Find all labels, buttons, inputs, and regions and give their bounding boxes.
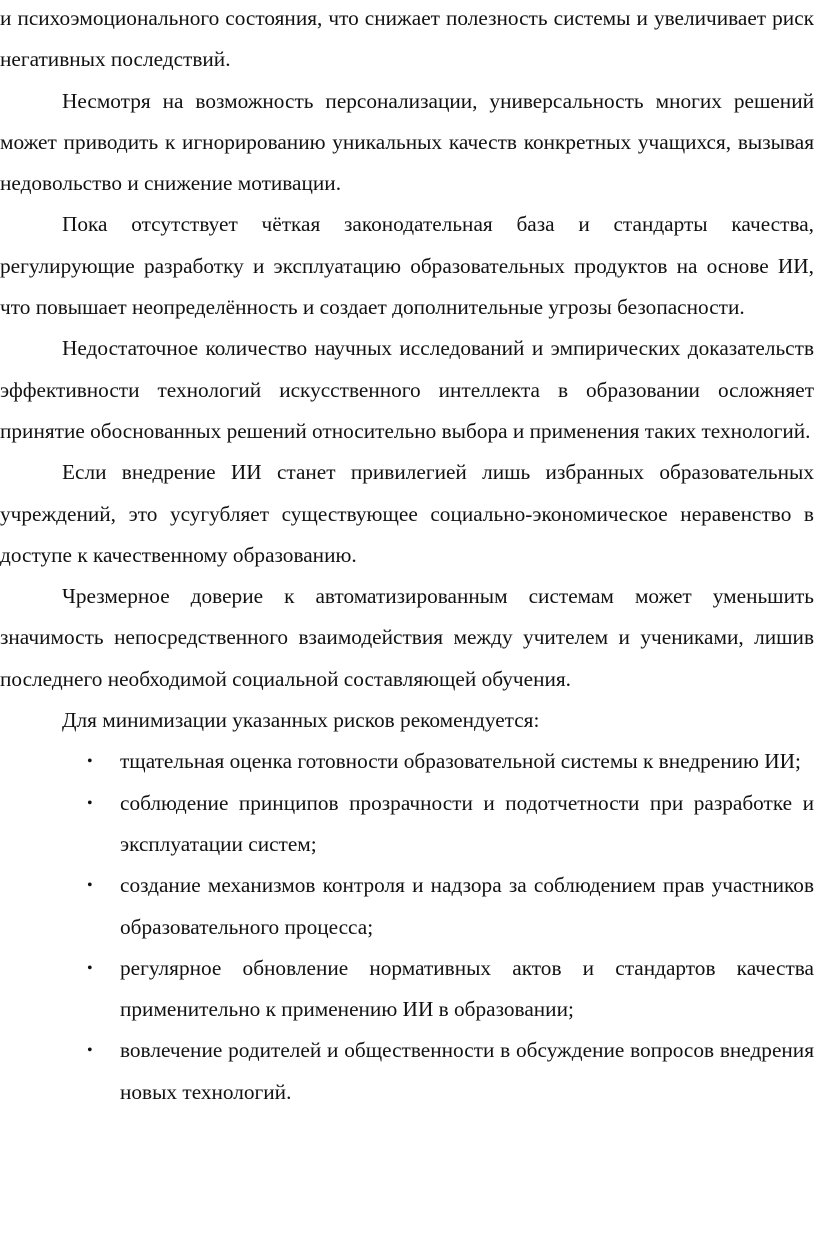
list-item-text: регулярное обновление нормативных актов и стандартов качества применительно к применению ИИ в образовании; — [120, 955, 814, 1022]
list-item — [87, 865, 814, 948]
list-item-text: вовлечение родителей и общественности в обсуждение вопросов внедрения новых технологий. — [120, 1038, 814, 1104]
paragraph-personalization: Несмотря на возможность персонализации, универсальность многих решений может приводить к игнорированию уникальных качеств конкретных учащихся, вызывая недовольство и снижение мотивации. — [0, 88, 814, 196]
paragraph-inequality: Если внедрение ИИ станет привилегией лишь избранных образовательных учреждений, это усугубляет существующее социально-экономическое неравенство в доступе к качественному образованию. — [0, 460, 814, 567]
list-item-text: соблюдение принципов прозрачности и подотчетности при разработке и эксплуатации систем; — [120, 790, 814, 856]
paragraph-continuation: и психоэмоционального состояния, что снижает полезность системы и увеличивает риск негативных последствий. — [0, 6, 814, 72]
list-item-text: тщательная оценка готовности образовательной системы к внедрению ИИ; — [120, 749, 801, 774]
list-item — [87, 1030, 814, 1113]
list-item — [87, 948, 814, 1031]
paragraph-overtrust: Чрезмерное доверие к автоматизированным системам может уменьшить значимость непосредственного взаимодействия между учителем и учениками, лишив последнего необходимой социальной составляющей обучения. — [0, 584, 814, 691]
bullet-icon: • — [87, 959, 93, 977]
bullet-icon: • — [87, 1042, 93, 1060]
bullet-icon: • — [87, 794, 93, 812]
paragraph-recommendations-intro: Для минимизации указанных рисков рекомендуется: — [62, 708, 540, 733]
bullet-icon: • — [87, 877, 93, 895]
bullet-icon: • — [87, 753, 93, 771]
list-item — [87, 741, 814, 782]
list-item-text: создание механизмов контроля и надзора за соблюдением прав участников образовательного процесса; — [120, 873, 814, 939]
paragraph-legislation: Пока отсутствует чёткая законодательная база и стандарты качества, регулирующие разработку и эксплуатацию образовательных продуктов на основе ИИ, что повышает неопределённость и создает дополнительные угрозы безопасности. — [0, 212, 814, 320]
paragraph-research: Недостаточное количество научных исследований и эмпирических доказательств эффективности технологий искусственного интеллекта в образовании осложняет принятие обоснованных решений относительно выбора и применения таких технологий. — [0, 336, 814, 443]
list-item — [87, 783, 814, 866]
recommendations-list — [0, 741, 814, 1113]
